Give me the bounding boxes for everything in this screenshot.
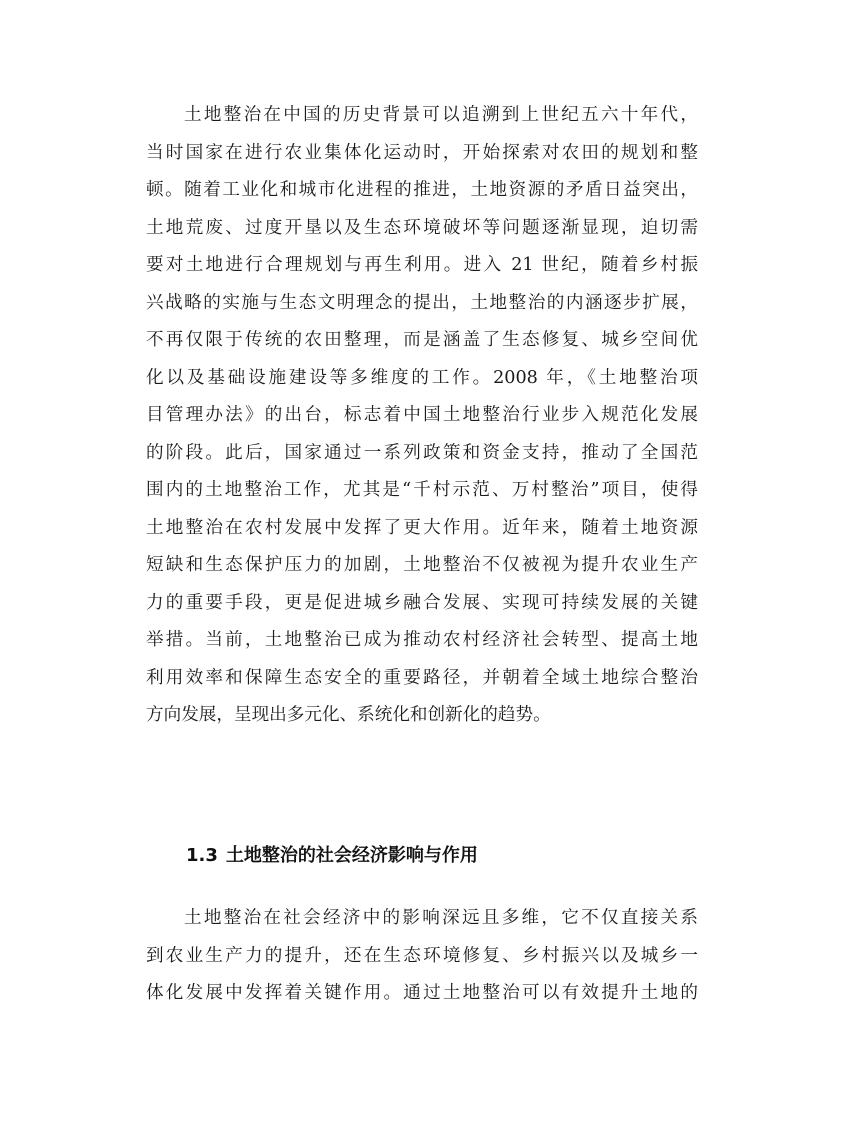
- paragraph-line: 目管理办法》的出台，标志着中国土地整治行业步入规范化发展: [146, 405, 698, 425]
- paragraph-line: 要对土地进行合理规划与再生利用。进入 21 世纪，随着乡村振: [146, 255, 698, 275]
- paragraph-line: 化以及基础设施建设等多维度的工作。2008 年，《土地整治项: [146, 367, 698, 388]
- paragraph-line: 土地整治在中国的历史背景可以追溯到上世纪五六十年代，: [184, 105, 698, 125]
- paragraph-line: 当时国家在进行农业集体化运动时，开始探索对农田的规划和整: [146, 142, 698, 163]
- paragraph-line: 土地整治在社会经济中的影响深远且多维，它不仅直接关系: [184, 908, 698, 928]
- body-paragraph-history: [146, 97, 698, 735]
- paragraph-line: 举措。当前，土地整治已成为推动农村经济社会转型、提高土地: [146, 630, 698, 650]
- paragraph-line: 短缺和生态保护压力的加剧，土地整治不仅被视为提升农业生产: [146, 555, 698, 575]
- paragraph-line: 的阶段。此后，国家通过一系列政策和资金支持，推动了全国范: [146, 442, 698, 463]
- paragraph-line: 兴战略的实施与生态文明理念的提出，土地整治的内涵逐步扩展，: [146, 292, 698, 313]
- section-number: 1.3: [186, 845, 218, 866]
- paragraph-line: 土地整治在农村发展中发挥了更大作用。近年来，随着土地资源: [146, 517, 698, 538]
- paragraph-line: 不再仅限于传统的农田整理，而是涵盖了生态修复、城乡空间优: [146, 330, 698, 350]
- section-title: 土地整治的社会经济影响与作用: [225, 845, 478, 866]
- paragraph-line: 到农业生产力的提升，还在生态环境修复、乡村振兴以及城乡一: [146, 945, 698, 966]
- body-paragraph-impact: [146, 900, 698, 1013]
- paragraph-line: 体化发展中发挥着关键作用。通过土地整治可以有效提升土地的: [146, 983, 698, 1003]
- paragraph-line: 围内的土地整治工作，尤其是“千村示范、万村整治”项目，使得: [146, 480, 698, 500]
- section-heading: [186, 838, 478, 874]
- paragraph-line: 利用效率和保障生态安全的重要路径，并朝着全域土地综合整治: [146, 667, 698, 688]
- paragraph-line: 方向发展，呈现出多元化、系统化和创新化的趋势。: [146, 705, 551, 725]
- paragraph-line: 力的重要手段，更是促进城乡融合发展、实现可持续发展的关键: [146, 592, 698, 613]
- paragraph-line: 土地荒废、过度开垦以及生态环境破坏等问题逐渐显现，迫切需: [146, 217, 698, 238]
- paragraph-line: 顿。随着工业化和城市化进程的推进，土地资源的矛盾日益突出，: [146, 180, 698, 200]
